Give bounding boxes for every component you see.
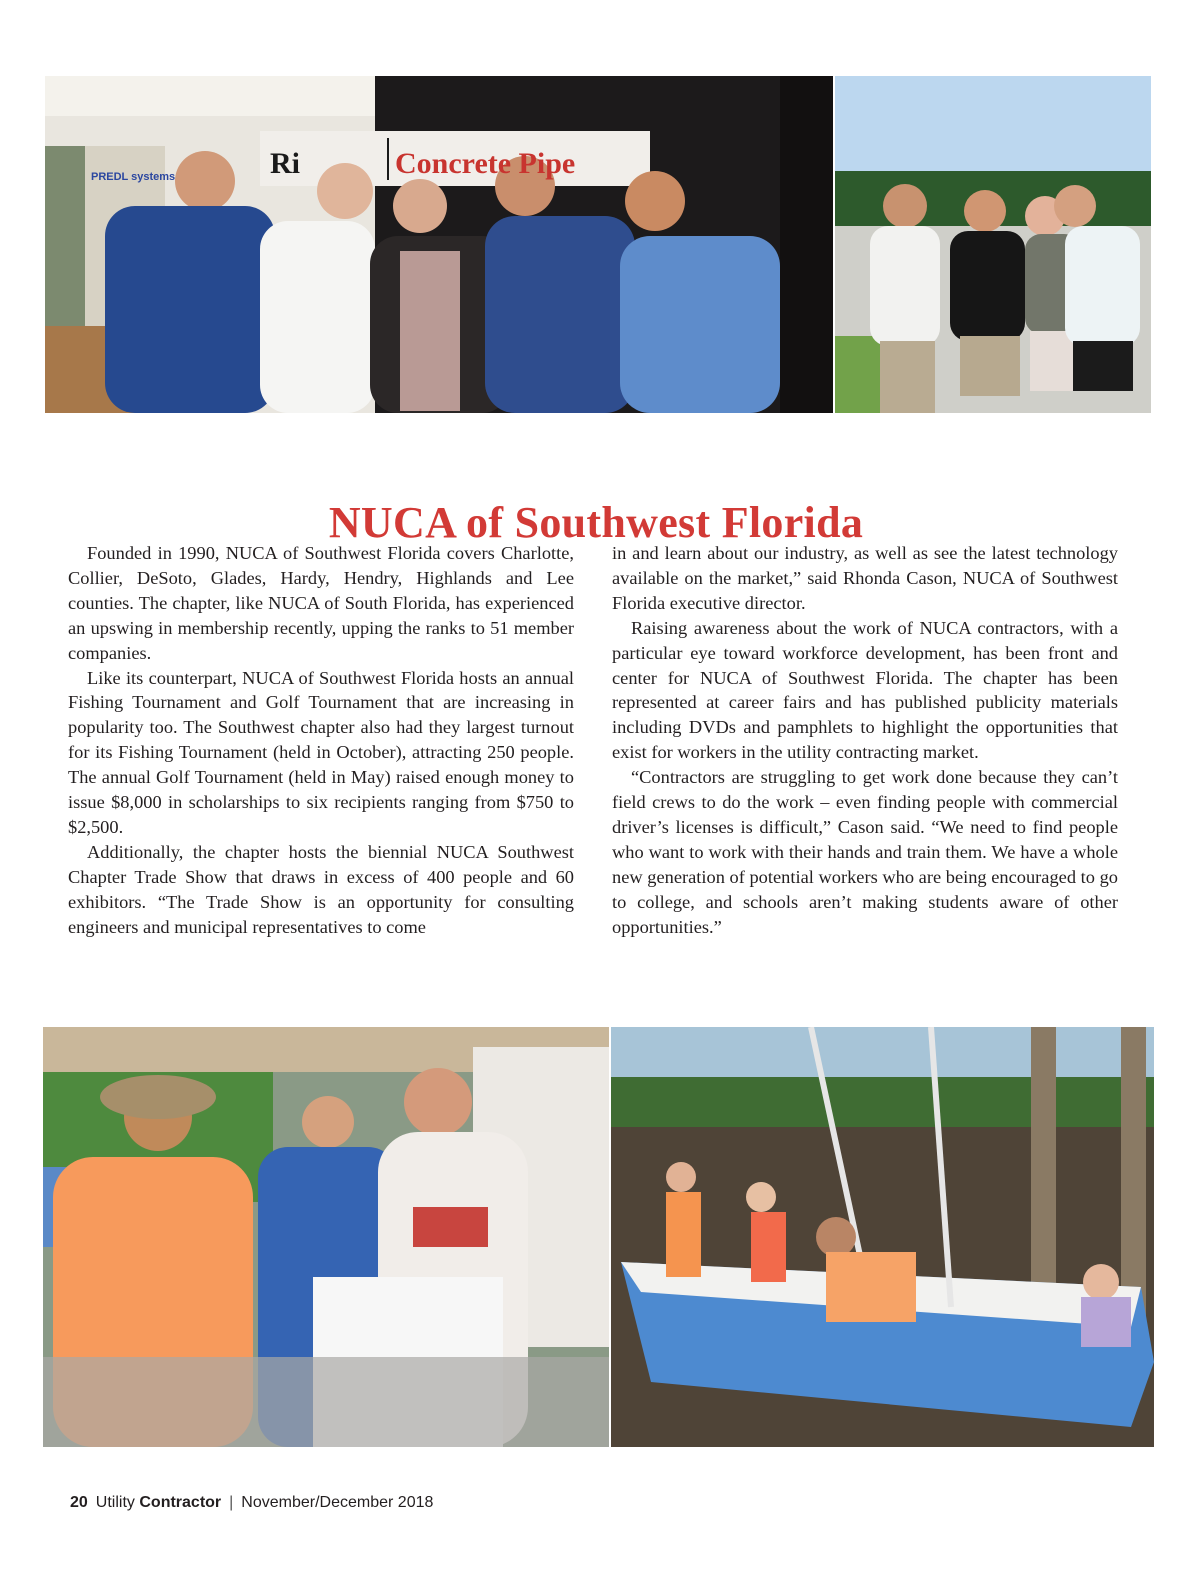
article-column-right <box>612 541 1118 940</box>
golf-tournament-photo <box>835 76 1151 413</box>
page-number: 20 <box>70 1494 88 1511</box>
footer-separator: | <box>229 1494 234 1511</box>
booth-banner-text: Concrete Pipe <box>395 147 576 180</box>
article-paragraph: Raising awareness about the work of NUCA contractors, with a particular eye toward workforce development, has been front and center for NUCA of Southwest Florida. The chapter has been represented at career fairs and has published publicity materials including DVDs and pamphlets to highlight the opportunities that exist for workers in the utility contracting market. <box>612 617 1118 763</box>
article-paragraph: in and learn about our industry, as well as see the latest technology available on the market,” said Rhonda Cason, NUCA of Southwest Florida executive director. <box>612 543 1118 613</box>
trade-show-photo <box>45 76 833 413</box>
article-column-left <box>68 541 574 940</box>
booth-sign-text: PREDL systems <box>91 171 176 183</box>
fishing-tournament-grill-photo <box>43 1027 609 1447</box>
magazine-name-bold: Contractor <box>139 1494 222 1511</box>
article-paragraph: Additionally, the chapter hosts the biennial NUCA Southwest Chapter Trade Show that draws in excess of 400 people and 60 exhibitors. “The Trade Show is an opportunity for consulting engineers and municipal representatives to come <box>68 841 574 937</box>
page-footer <box>70 1494 433 1512</box>
article-paragraph: Like its counterpart, NUCA of Southwest Florida hosts an annual Fishing Tournament and Golf Tournament that are increasing in popularity too. The Southwest chapter also had they largest turnout for its Fishing Tournament (held in October), attracting 250 people. The annual Golf Tournament (held in May) raised enough money to issue $8,000 in scholarships to six recipients ranging from $750 to $2,500. <box>68 667 574 837</box>
fishing-boat-photo <box>611 1027 1154 1447</box>
article-paragraph: Founded in 1990, NUCA of Southwest Florida covers Charlotte, Collier, DeSoto, Glades, Hardy, Hendry, Highlands and Lee counties. The chapter, like NUCA of South Florida, has experienced an upswing in membership recently, upping the ranks to 51 member companies. <box>68 543 574 663</box>
booth-banner-prefix: Ri <box>270 147 300 180</box>
magazine-name-regular: Utility <box>95 1494 135 1511</box>
article-headline: NUCA of Southwest Florida <box>328 498 864 548</box>
issue-date: November/December 2018 <box>241 1494 434 1511</box>
article-paragraph: “Contractors are struggling to get work done because they can’t field crews to do the work – even finding people with commercial driver’s licenses is difficult,” Cason said. “We need to find people who want to work with their hands and train them. We have a whole new generation of potential workers who are being encouraged to go to college, and schools aren’t making students aware of other opportunities.” <box>612 767 1118 937</box>
